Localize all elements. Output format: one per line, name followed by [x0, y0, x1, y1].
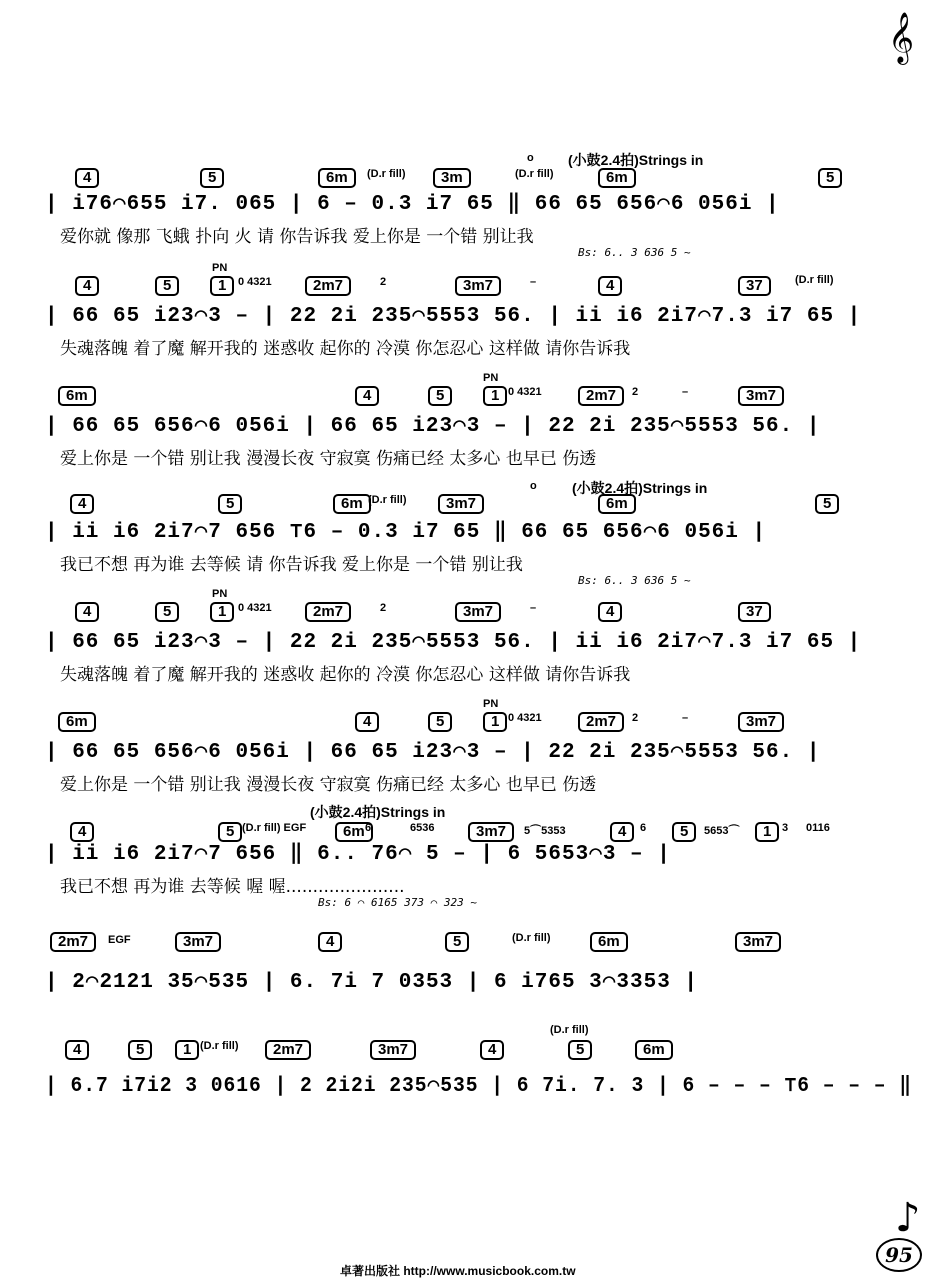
annotation: 6536: [410, 822, 435, 834]
notation-line: | ii i6 2i7⌒7 656 ‖ 6.. 76⌒ 5 – | 6 5653⌒3 – |: [45, 843, 671, 866]
chord-box: 2m7: [578, 386, 624, 406]
annotation: 0116: [806, 822, 830, 834]
chord-box: 2m7: [305, 276, 351, 296]
chord-box: 6m: [598, 494, 636, 514]
annotation: PN: [212, 262, 228, 274]
chord-box: 5: [155, 602, 179, 622]
chord-box: 5: [428, 386, 452, 406]
chord-box: 3m: [433, 168, 471, 188]
chord-box: 5: [218, 822, 242, 842]
chord-box: 5: [672, 822, 696, 842]
chord-box: 4: [318, 932, 342, 952]
chord-box: 6m: [335, 822, 373, 842]
chord-box: 4: [75, 276, 99, 296]
annotation: 0 4321: [238, 276, 272, 288]
notation-line: | 66 65 656⌒6 056i | 66 65 i23⌒3 – | 22 2i 235⌒5553 56. |: [45, 741, 821, 764]
notation-line: | 66 65 656⌒6 056i | 66 65 i23⌒3 – | 22 2i 235⌒5553 56. |: [45, 415, 821, 438]
chord-box: 5: [815, 494, 839, 514]
chord-box: 4: [480, 1040, 504, 1060]
annotation: PN: [483, 372, 499, 384]
lyrics-line: 失魂落魄 着了魔 解开我的 迷惑收 起你的 冷漠 你怎忍心 这样做 请你告诉我: [60, 339, 631, 359]
chord-box: 3m7: [370, 1040, 416, 1060]
chord-box: 6m: [333, 494, 371, 514]
chord-box: 4: [75, 602, 99, 622]
annotation: 6: [640, 822, 647, 834]
chord-box: 4: [355, 712, 379, 732]
chord-box: 1: [210, 276, 234, 296]
chord-box: 3m7: [438, 494, 484, 514]
chord-box: 5: [568, 1040, 592, 1060]
chord-box: 2m7: [265, 1040, 311, 1060]
notation-line: | 6.7 i7i2 3 0616 | 2 2i2i 235⌒535 | 6 7i. 7. 3 | 6 – – – ⊤6 – – – ‖: [45, 1075, 913, 1098]
chord-box: 5: [200, 168, 224, 188]
chord-box: 5: [155, 276, 179, 296]
annotation: (D.r fill): [550, 1024, 589, 1036]
music-note-icon: ♪: [895, 1195, 921, 1241]
lyrics-line: 爱你就 像那 飞蛾 扑向 火 请 你告诉我 爱上你是 一个错 别让我: [60, 227, 534, 247]
chord-box: 4: [610, 822, 634, 842]
annotation: (D.r fill): [368, 494, 407, 506]
chord-box: 4: [70, 494, 94, 514]
chord-box: 1: [210, 602, 234, 622]
chord-box: 1: [175, 1040, 199, 1060]
bass-line: Bs: 6.. 3 636 5 ~: [578, 246, 691, 259]
annotation: –: [530, 602, 537, 614]
chord-box: 5: [128, 1040, 152, 1060]
chord-box: 2m7: [50, 932, 96, 952]
annotation: 2: [380, 602, 387, 614]
annotation: (D.r fill): [200, 1040, 239, 1052]
chord-box: 37: [738, 602, 771, 622]
score-system: [0, 588, 932, 688]
score-system: [0, 150, 932, 259]
chord-box: 3m7: [735, 932, 781, 952]
chord-box: 4: [75, 168, 99, 188]
score-system: [0, 478, 932, 587]
annotation: (小鼓2.4拍)Strings in: [568, 152, 704, 168]
annotation: (D.r fill): [512, 932, 551, 944]
treble-clef-icon: 𝄞: [888, 12, 915, 63]
score-system: [0, 800, 932, 909]
annotation: (D.r fill): [367, 168, 406, 180]
chord-box: 3m7: [738, 712, 784, 732]
annotation: 0 4321: [238, 602, 272, 614]
chord-box: 4: [598, 276, 622, 296]
lyrics-line: 失魂落魄 着了魔 解开我的 迷惑收 起你的 冷漠 你怎忍心 这样做 请你告诉我: [60, 665, 631, 685]
chord-box: 4: [355, 386, 379, 406]
bass-line: Bs: 6 ⌒ 6165 373 ⌒ 323 ~: [318, 896, 477, 909]
lyrics-line: 我已不想 再为谁 去等候 请 你告诉我 爱上你是 一个错 别让我: [60, 555, 523, 575]
chord-box: 6m: [598, 168, 636, 188]
notation-line: | ii i6 2i7⌒7 656 ⊤6 – 0.3 i7 65 ‖ 66 65 656⌒6 056i |: [45, 521, 767, 544]
score-system: [0, 372, 932, 472]
score-system: [0, 928, 932, 1028]
chord-box: 5: [218, 494, 242, 514]
notation-line: | 66 65 i23⌒3 – | 22 2i 235⌒5553 56. | ii i6 2i7⌒7.3 i7 65 |: [45, 305, 862, 328]
chord-box: 5: [818, 168, 842, 188]
annotation: (D.r fill) EGF: [242, 822, 307, 834]
notation-line: | 2⌒2121 35⌒535 | 6. 7i 7 0353 | 6 i765 3⌒3353 |: [45, 971, 699, 994]
annotation: 5653⌒: [704, 825, 740, 837]
annotation: –: [682, 712, 689, 724]
annotation: o: [527, 152, 534, 164]
chord-box: 37: [738, 276, 771, 296]
chord-box: 3m7: [738, 386, 784, 406]
chord-box: 3m7: [455, 276, 501, 296]
annotation: (小鼓2.4拍)Strings in: [310, 804, 446, 820]
chord-box: 3m7: [455, 602, 501, 622]
score-system: [0, 1024, 932, 1132]
bass-line: Bs: 6.. 3 636 5 ~: [578, 574, 691, 587]
lyrics-line: 我已不想 再为谁 去等候 喔 喔......................: [60, 877, 405, 897]
annotation: o: [530, 480, 537, 492]
lyrics-line: 爱上你是 一个错 别让我 漫漫长夜 守寂寞 伤痛已经 太多心 也早已 伤透: [60, 449, 597, 469]
chord-box: 4: [598, 602, 622, 622]
annotation: 6: [365, 822, 372, 834]
chord-box: 6m: [635, 1040, 673, 1060]
annotation: 0 4321: [508, 386, 542, 398]
chord-box: 1: [483, 712, 507, 732]
chord-box: 5: [445, 932, 469, 952]
annotation: –: [682, 386, 689, 398]
annotation: (小鼓2.4拍)Strings in: [572, 480, 708, 496]
page-number: 95: [876, 1238, 922, 1272]
chord-box: 2m7: [305, 602, 351, 622]
chord-box: 6m: [58, 386, 96, 406]
chord-box: 3m7: [468, 822, 514, 842]
chord-box: 2m7: [578, 712, 624, 732]
chord-box: 4: [65, 1040, 89, 1060]
chord-box: 1: [755, 822, 779, 842]
score-system: [0, 698, 932, 798]
annotation: 2: [632, 712, 639, 724]
annotation: –: [530, 276, 537, 288]
annotation: 2: [632, 386, 639, 398]
annotation: (D.r fill): [515, 168, 554, 180]
annotation: PN: [212, 588, 228, 600]
chord-box: 4: [70, 822, 94, 842]
annotation: 0 4321: [508, 712, 542, 724]
annotation: EGF: [108, 934, 131, 946]
chord-box: 3m7: [175, 932, 221, 952]
chord-box: 6m: [590, 932, 628, 952]
lyrics-line: 爱上你是 一个错 别让我 漫漫长夜 守寂寞 伤痛已经 太多心 也早已 伤透: [60, 775, 597, 795]
score-system: [0, 262, 932, 362]
chord-box: 5: [428, 712, 452, 732]
chord-box: 6m: [318, 168, 356, 188]
chord-box: 6m: [58, 712, 96, 732]
notation-line: | i76⌒655 i7. 065 | 6 – 0.3 i7 65 ‖ 66 65 656⌒6 056i |: [45, 193, 780, 216]
chord-box: 1: [483, 386, 507, 406]
annotation: 3: [782, 822, 789, 834]
publisher-footer: 卓著出版社 http://www.musicbook.com.tw: [340, 1264, 576, 1278]
annotation: 2: [380, 276, 387, 288]
annotation: (D.r fill): [795, 274, 834, 286]
notation-line: | 66 65 i23⌒3 – | 22 2i 235⌒5553 56. | ii i6 2i7⌒7.3 i7 65 |: [45, 631, 862, 654]
annotation: PN: [483, 698, 499, 710]
annotation: 5⌒5353: [524, 825, 566, 837]
